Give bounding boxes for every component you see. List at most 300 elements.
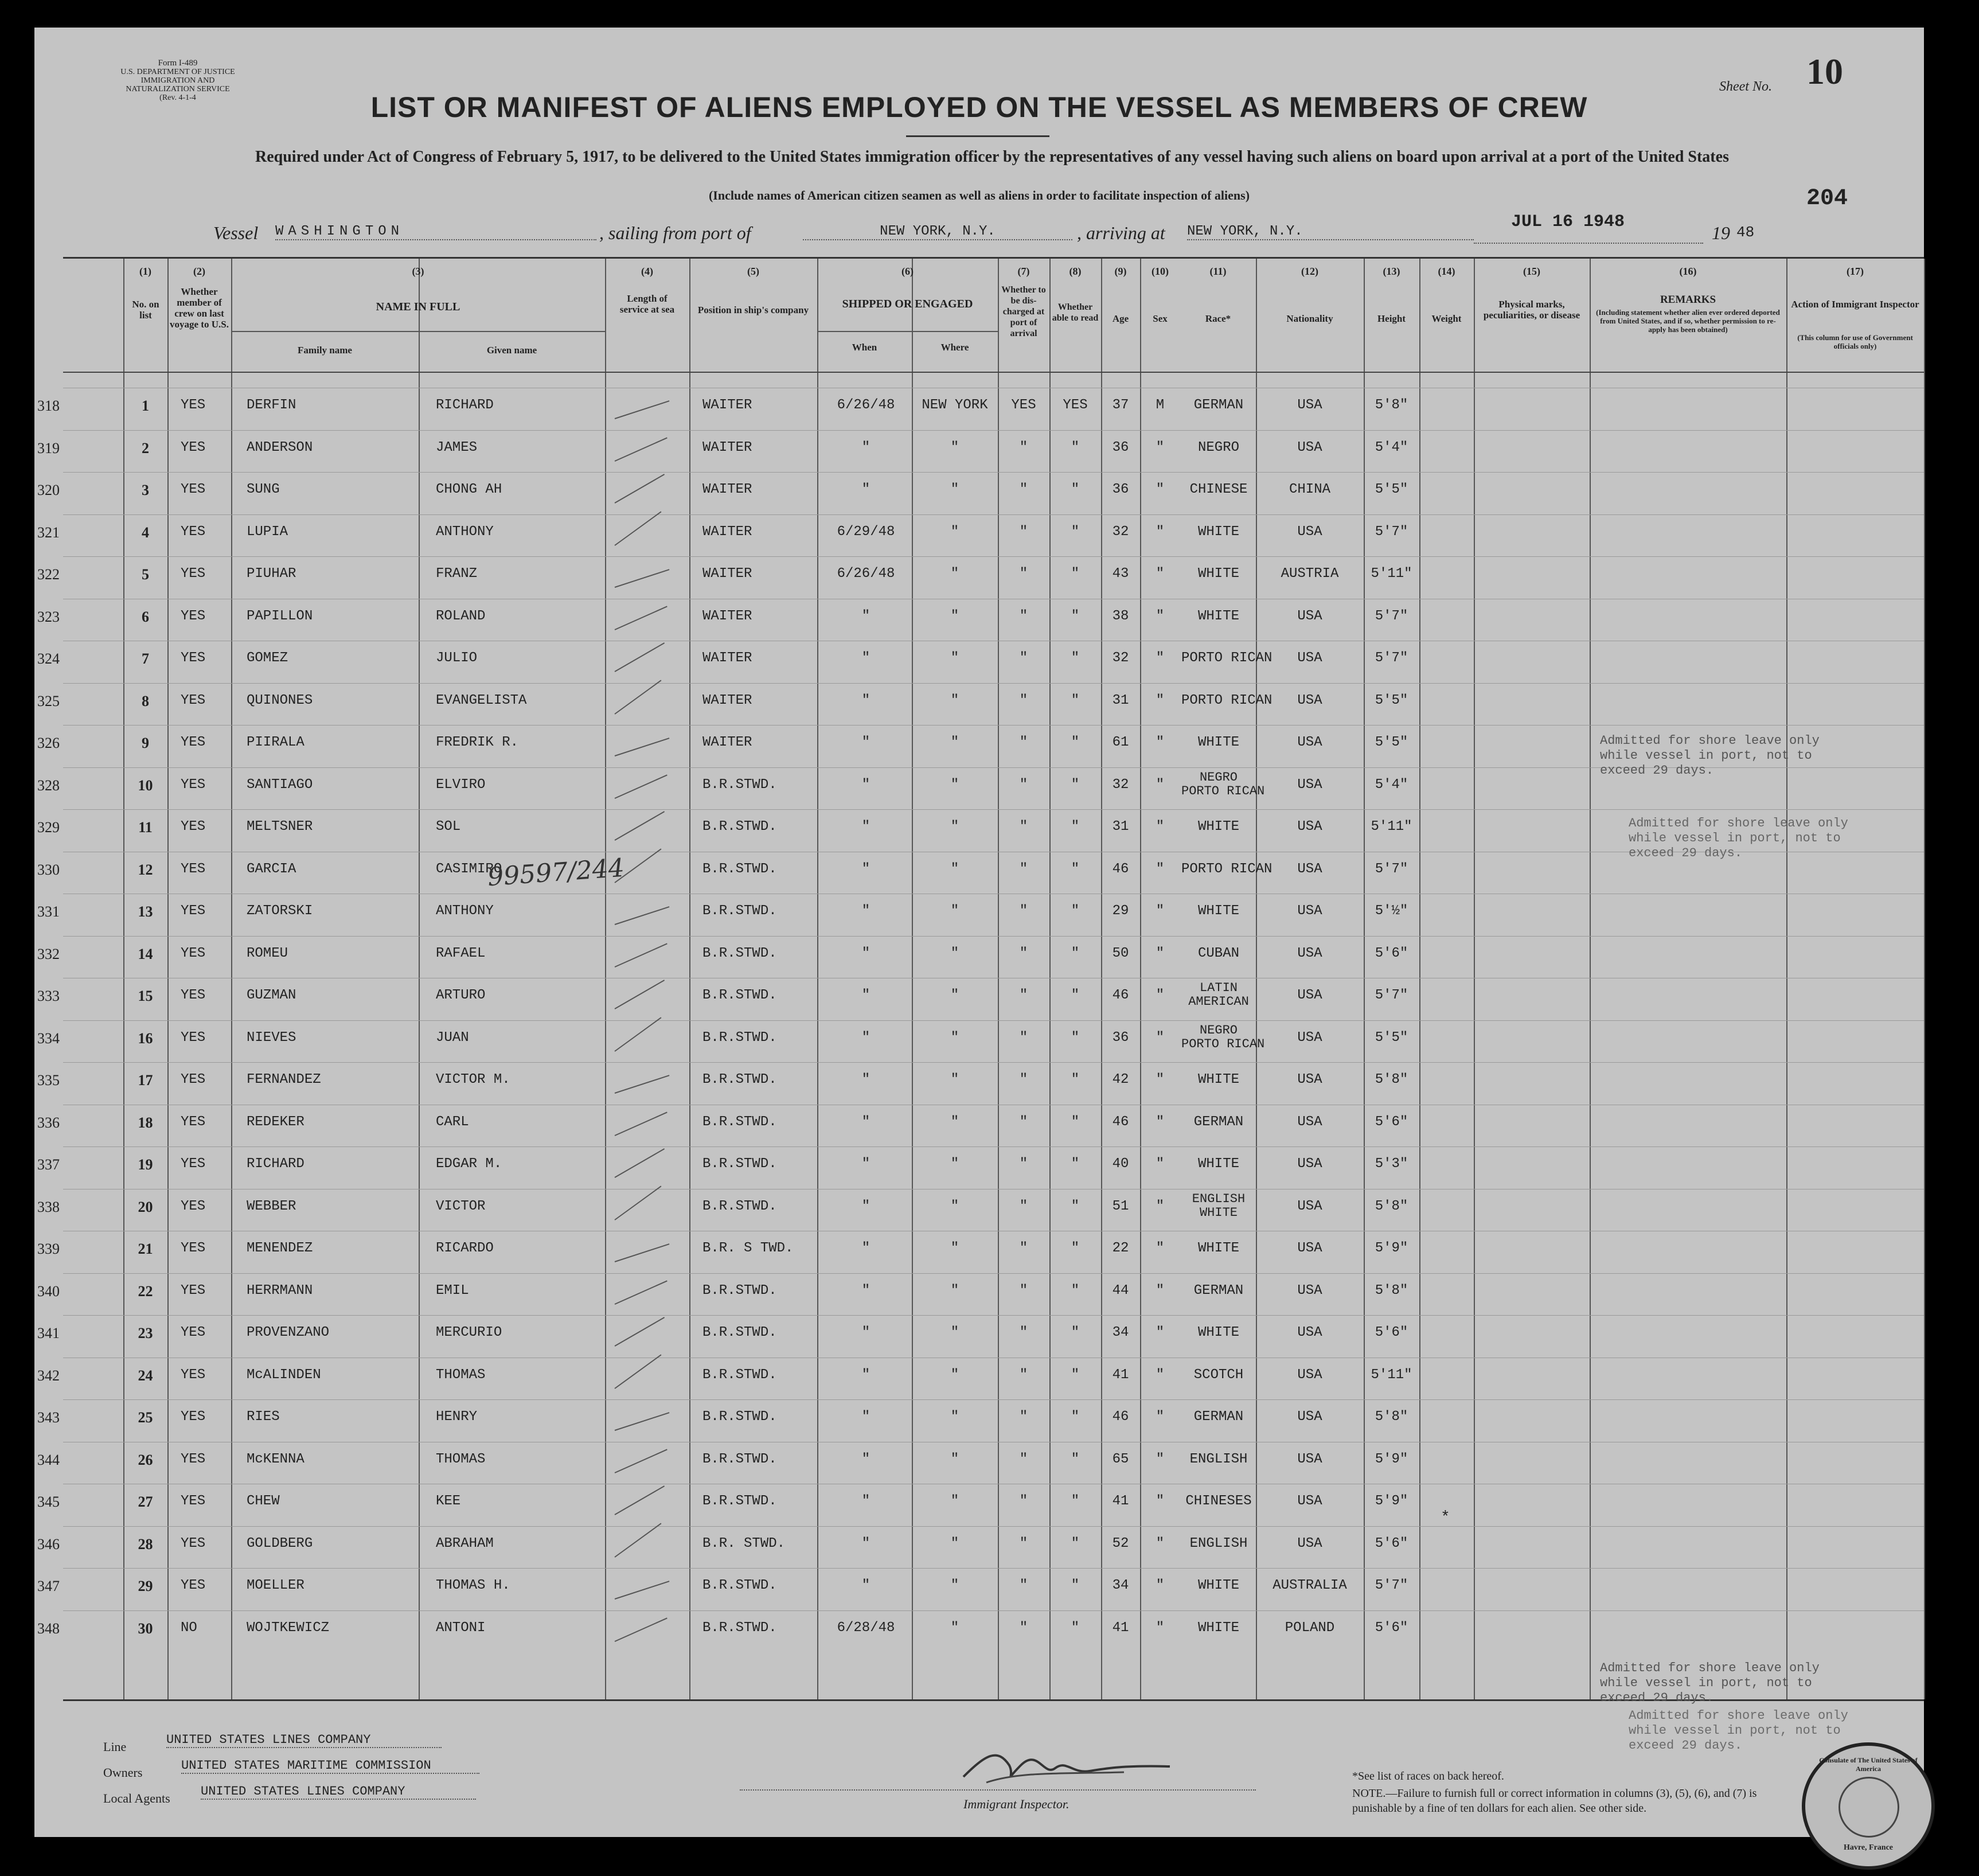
cell-age: 37 xyxy=(1112,397,1129,413)
cell-sex: " xyxy=(1156,1325,1165,1340)
cell-when: " xyxy=(861,1325,871,1340)
races-note: *See list of races on back hereof. xyxy=(1352,1770,1504,1783)
cell-where: " xyxy=(950,1072,959,1087)
cell-prev: YES xyxy=(181,1198,206,1214)
cell-nat: USA xyxy=(1297,819,1322,834)
cell-when: " xyxy=(861,1029,871,1046)
cell-family: McKENNA xyxy=(247,1451,305,1467)
cell-family: SUNG xyxy=(247,482,280,497)
cell-pos: B.R.STWD. xyxy=(702,777,777,793)
cell-family: SANTIAGO xyxy=(247,777,313,793)
cell-race: WHITE xyxy=(1197,903,1239,919)
cell-given: MERCURIO xyxy=(436,1325,502,1340)
cell-prev: YES xyxy=(181,735,206,750)
cell-nat: USA xyxy=(1297,397,1322,413)
table-row xyxy=(37,1358,1924,1400)
cell-family: GOMEZ xyxy=(247,650,288,666)
table-row xyxy=(37,430,1924,473)
col11-header: Race* xyxy=(1205,313,1231,324)
cell-no: 6 xyxy=(142,608,149,625)
cell-family: LUPIA xyxy=(247,524,288,540)
ledger-number: 336 xyxy=(37,1114,60,1131)
cell-age: 36 xyxy=(1112,1029,1129,1046)
cell-ht: 5'6" xyxy=(1375,945,1408,961)
cell-family: PAPILLON xyxy=(247,608,313,624)
cell-given: KEE xyxy=(436,1493,461,1509)
cell-age: 43 xyxy=(1112,566,1129,582)
check-stroke xyxy=(614,511,661,545)
cell-given: SOL xyxy=(436,819,461,834)
cell-read: " xyxy=(1071,1156,1080,1172)
cell-ht: 5'7" xyxy=(1375,650,1408,666)
cell-ht: 5'5" xyxy=(1375,482,1408,497)
cell-where: " xyxy=(950,692,959,708)
cell-disc: " xyxy=(1019,524,1028,540)
col3-subrule xyxy=(231,331,605,332)
cell-no: 13 xyxy=(138,903,153,920)
cell-given: JULIO xyxy=(436,650,478,666)
cell-age: 32 xyxy=(1112,524,1129,540)
ledger-number: 337 xyxy=(37,1156,60,1173)
cell-prev: YES xyxy=(181,777,206,793)
cell-when: " xyxy=(861,1409,871,1425)
year-label: 19 xyxy=(1712,223,1730,243)
cell-age: 34 xyxy=(1112,1325,1129,1340)
cell-family: PROVENZANO xyxy=(247,1325,330,1340)
cell-given: THOMAS xyxy=(436,1367,486,1383)
cell-read: " xyxy=(1071,1451,1080,1467)
cell-prev: YES xyxy=(181,903,206,919)
cell-family: RIES xyxy=(247,1409,280,1425)
cell-read: " xyxy=(1071,566,1080,582)
cell-race: WHITE xyxy=(1197,1156,1239,1172)
ledger-number: 344 xyxy=(37,1451,60,1468)
cell-family: CHEW xyxy=(247,1493,280,1509)
cell-prev: YES xyxy=(181,1156,206,1172)
cell-pos: WAITER xyxy=(702,439,752,455)
cell-sex: " xyxy=(1156,1072,1165,1087)
col14-header: Weight xyxy=(1431,313,1462,324)
cell-ht: 5'5" xyxy=(1375,1029,1408,1046)
seal-bottom-text: Havre, France xyxy=(1843,1843,1894,1852)
cell-race-line2: WHITE xyxy=(1199,1205,1238,1220)
cell-nat: USA xyxy=(1297,692,1322,708)
ledger-number: 347 xyxy=(37,1578,60,1594)
cell-read: " xyxy=(1071,1493,1080,1509)
cell-pos: B.R.STWD. xyxy=(702,819,777,834)
check-stroke xyxy=(615,1617,668,1642)
cell-sex: " xyxy=(1156,650,1165,666)
cell-sex: " xyxy=(1156,1156,1165,1172)
cell-nat: AUSTRALIA xyxy=(1273,1578,1347,1593)
cell-nat: USA xyxy=(1297,735,1322,750)
remark-line: while vessel in port, not to xyxy=(1600,748,1812,763)
cell-ht: 5'4" xyxy=(1375,439,1408,455)
cell-sex: " xyxy=(1156,1029,1165,1046)
ledger-number: 339 xyxy=(37,1241,60,1257)
cell-race: CHINESE xyxy=(1189,482,1248,497)
cell-pos: B.R.STWD. xyxy=(702,1198,777,1214)
cell-family: FERNANDEZ xyxy=(247,1072,321,1087)
cell-no: 4 xyxy=(142,524,149,541)
cell-disc: " xyxy=(1019,1156,1028,1172)
cell-read: " xyxy=(1071,903,1080,919)
remark-line: exceed 29 days. xyxy=(1600,763,1714,778)
col15-header: Physical marks, peculiarities, or disease xyxy=(1483,299,1580,321)
from-label: , sailing from port of xyxy=(599,223,751,243)
cell-race: WHITE xyxy=(1197,524,1239,540)
cell-read: YES xyxy=(1063,397,1088,413)
cell-given: ABRAHAM xyxy=(436,1535,494,1551)
col6-header: SHIPPED OR ENGAGED xyxy=(842,298,973,310)
cell-ht: 5'11" xyxy=(1371,1367,1412,1383)
cell-sex: " xyxy=(1156,1198,1165,1214)
cell-where: " xyxy=(950,988,959,1003)
form-number: Form I-489 xyxy=(158,58,198,68)
cell-no: 11 xyxy=(138,819,153,836)
ledger-number: 319 xyxy=(37,439,60,457)
consulate-seal xyxy=(1802,1742,1935,1870)
table-row xyxy=(37,1568,1924,1610)
cell-race: WHITE xyxy=(1197,608,1239,624)
vessel-label: Vessel xyxy=(213,223,259,243)
cell-no: 5 xyxy=(142,566,149,583)
cell-read: " xyxy=(1071,1409,1080,1425)
table-row xyxy=(37,514,1924,557)
cell-nat: USA xyxy=(1297,777,1322,793)
from-port: NEW YORK, N.Y. xyxy=(803,224,1072,240)
cell-pos: B.R.STWD. xyxy=(702,1325,777,1340)
cell-disc: " xyxy=(1019,566,1028,582)
cell-age: 32 xyxy=(1112,777,1129,793)
check-stroke xyxy=(615,474,665,504)
cell-where: " xyxy=(950,1156,959,1172)
check-stroke xyxy=(615,1075,670,1094)
cell-where: " xyxy=(950,903,959,919)
cell-given: VICTOR M. xyxy=(436,1072,510,1087)
cell-disc: " xyxy=(1019,1409,1028,1425)
cell-when: " xyxy=(861,439,871,455)
cell-nat: AUSTRIA xyxy=(1281,566,1339,582)
cell-no: 20 xyxy=(138,1198,153,1215)
cell-ht: 5'½" xyxy=(1375,903,1408,919)
cell-sex: " xyxy=(1156,566,1165,582)
col6-subrule xyxy=(817,331,998,332)
col7-header: Whether to be dis-charged at port of arrival xyxy=(1001,285,1046,338)
sheet-number: 10 xyxy=(1806,51,1843,92)
cell-no: 21 xyxy=(138,1241,153,1257)
cell-when: 6/26/48 xyxy=(837,566,895,582)
cell-ht: 5'8" xyxy=(1375,1198,1408,1214)
cell-family: REDEKER xyxy=(247,1114,305,1130)
cell-sex: " xyxy=(1156,1409,1165,1425)
cell-read: " xyxy=(1071,1029,1080,1046)
col12-header: Nationality xyxy=(1286,313,1333,324)
cell-prev: YES xyxy=(181,650,206,666)
cell-sex: " xyxy=(1156,482,1165,497)
check-stroke xyxy=(615,1148,665,1178)
cell-disc: " xyxy=(1019,608,1028,624)
owners-value: UNITED STATES MARITIME COMMISSION xyxy=(181,1758,479,1774)
cell-family: HERRMANN xyxy=(247,1282,313,1298)
cell-when: " xyxy=(861,1072,871,1087)
check-stroke xyxy=(615,1449,668,1473)
cell-race: WHITE xyxy=(1197,1620,1239,1636)
col13-number: (13) xyxy=(1383,266,1400,277)
cell-given: THOMAS H. xyxy=(436,1578,510,1593)
table-row xyxy=(37,1399,1924,1442)
col9-number: (9) xyxy=(1114,266,1127,277)
cell-given: ELVIRO xyxy=(436,777,486,793)
remark-stamp-2 xyxy=(1629,816,1848,861)
cell-ht: 5'7" xyxy=(1375,608,1408,624)
cell-nat: USA xyxy=(1297,1282,1322,1298)
table-row xyxy=(37,599,1924,641)
cell-where: " xyxy=(950,1409,959,1425)
cell-prev: YES xyxy=(181,1451,206,1467)
inspector-rule xyxy=(740,1789,1256,1791)
col4-header: Length of service at sea xyxy=(619,293,675,315)
col8-header: Whether able to read xyxy=(1052,302,1099,323)
cell-given: VICTOR xyxy=(436,1198,486,1214)
cell-disc: " xyxy=(1019,988,1028,1003)
cell-family: WEBBER xyxy=(247,1198,296,1214)
cell-race: WHITE xyxy=(1197,1072,1239,1087)
col12-number: (12) xyxy=(1301,266,1318,277)
cell-given: HENRY xyxy=(436,1409,478,1425)
cell-age: 36 xyxy=(1112,439,1129,455)
cell-when: " xyxy=(861,1578,871,1593)
cell-when: " xyxy=(861,777,871,793)
cell-disc: " xyxy=(1019,1535,1028,1551)
cell-where: " xyxy=(950,861,959,877)
cell-no: 16 xyxy=(138,1029,153,1047)
cell-disc: " xyxy=(1019,777,1028,793)
cell-nat: USA xyxy=(1297,1072,1322,1087)
col17-number: (17) xyxy=(1847,266,1864,277)
cell-pos: B.R.STWD. xyxy=(702,1409,777,1425)
cell-race: WHITE xyxy=(1197,1241,1239,1256)
cell-family: PIUHAR xyxy=(247,566,296,582)
cell-when: " xyxy=(861,1156,871,1172)
cell-where: " xyxy=(950,482,959,497)
cell-ht: 5'7" xyxy=(1375,524,1408,540)
ledger-number: 343 xyxy=(37,1409,60,1426)
cell-when: " xyxy=(861,903,871,919)
cell-age: 46 xyxy=(1112,1409,1129,1425)
cell-prev: YES xyxy=(181,1535,206,1551)
check-stroke xyxy=(615,1581,670,1600)
cell-given: ANTHONY xyxy=(436,524,494,540)
cell-disc: YES xyxy=(1011,397,1036,413)
cell-when: " xyxy=(861,1282,871,1298)
cell-disc: " xyxy=(1019,861,1028,877)
cell-nat: USA xyxy=(1297,1156,1322,1172)
arriving-label: , arriving at xyxy=(1077,223,1165,243)
cell-race: PORTO RICAN xyxy=(1181,692,1273,708)
cell-pos: WAITER xyxy=(702,482,752,497)
cell-prev: NO xyxy=(181,1620,197,1636)
ledger-number: 321 xyxy=(37,524,60,541)
cell-ht: 5'8" xyxy=(1375,1409,1408,1425)
cell-where: " xyxy=(950,1198,959,1214)
check-stroke xyxy=(614,1354,661,1389)
cell-no: 27 xyxy=(138,1493,153,1510)
cell-no: 8 xyxy=(142,692,149,709)
cell-no: 28 xyxy=(138,1535,153,1553)
cell-read: " xyxy=(1071,819,1080,834)
check-stroke xyxy=(614,1017,661,1051)
cell-read: " xyxy=(1071,524,1080,540)
cell-disc: " xyxy=(1019,1367,1028,1383)
cell-age: 42 xyxy=(1112,1072,1129,1087)
cell-read: " xyxy=(1071,861,1080,877)
form-revision: (Rev. 4-1-4 xyxy=(159,93,196,102)
cell-given: RAFAEL xyxy=(436,945,486,961)
page-title: LIST OR MANIFEST OF ALIENS EMPLOYED ON THE VESSEL AS MEMBERS OF CREW xyxy=(370,91,1588,123)
cell-age: 38 xyxy=(1112,608,1129,624)
weight-asterisk: * xyxy=(1441,1509,1450,1527)
table-row xyxy=(37,683,1924,726)
cell-race: CHINESES xyxy=(1185,1493,1252,1509)
cell-where: NEW YORK xyxy=(922,397,988,413)
check-stroke xyxy=(615,738,670,756)
cell-pos: B.R.STWD. xyxy=(702,1578,777,1593)
cell-when: " xyxy=(861,1367,871,1383)
check-stroke xyxy=(615,1243,670,1262)
cell-read: " xyxy=(1071,1241,1080,1256)
cell-nat: USA xyxy=(1297,1325,1322,1340)
cell-given: ROLAND xyxy=(436,608,486,624)
remark-line: Admitted for shore leave only xyxy=(1629,816,1848,830)
cell-prev: YES xyxy=(181,482,206,497)
cell-disc: " xyxy=(1019,1620,1028,1636)
remark-stamp-3 xyxy=(1600,1661,1820,1706)
cell-age: 32 xyxy=(1112,650,1129,666)
cell-pos: B.R.STWD. xyxy=(702,988,777,1003)
check-stroke xyxy=(615,569,670,588)
cell-prev: YES xyxy=(181,988,206,1003)
col2-number: (2) xyxy=(193,266,205,277)
remark-line: exceed 29 days. xyxy=(1629,1738,1743,1753)
cell-prev: YES xyxy=(181,692,206,708)
check-stroke xyxy=(615,606,668,630)
cell-pos: B.R.STWD. xyxy=(702,1114,777,1130)
cell-where: " xyxy=(950,1114,959,1130)
cell-race: NEGRO xyxy=(1197,439,1239,455)
cell-read: " xyxy=(1071,1578,1080,1593)
cell-age: 50 xyxy=(1112,945,1129,961)
eagle-emblem-icon xyxy=(1839,1777,1899,1838)
cell-read: " xyxy=(1071,1282,1080,1298)
cell-pos: B.R. S TWD. xyxy=(702,1241,794,1256)
check-stroke xyxy=(615,642,665,672)
cell-given: EMIL xyxy=(436,1282,469,1298)
cell-ht: 5'5" xyxy=(1375,692,1408,708)
cell-ht: 5'7" xyxy=(1375,861,1408,877)
cell-pos: B.R.STWD. xyxy=(702,1451,777,1467)
remark-line: Admitted for shore leave only xyxy=(1629,1709,1848,1723)
cell-no: 23 xyxy=(138,1325,153,1341)
cell-prev: YES xyxy=(181,439,206,455)
cell-family: ROMEU xyxy=(247,945,288,961)
cell-read: " xyxy=(1071,735,1080,750)
year-value: 48 xyxy=(1736,224,1755,241)
ledger-number: 342 xyxy=(37,1367,60,1384)
cell-read: " xyxy=(1071,1367,1080,1383)
cell-prev: YES xyxy=(181,819,206,834)
check-stroke xyxy=(615,1280,668,1305)
ledger-number: 341 xyxy=(37,1325,60,1341)
cell-ht: 5'6" xyxy=(1375,1114,1408,1130)
cell-disc: " xyxy=(1019,1114,1028,1130)
cell-when: " xyxy=(861,650,871,666)
cell-disc: " xyxy=(1019,735,1028,750)
cell-prev: YES xyxy=(181,1409,206,1425)
col-divider xyxy=(1924,259,1925,1699)
col15-number: (15) xyxy=(1523,266,1540,277)
cell-age: 31 xyxy=(1112,819,1129,834)
cell-when: " xyxy=(861,482,871,497)
cell-race: LATIN xyxy=(1199,981,1238,995)
cell-ht: 5'9" xyxy=(1375,1493,1408,1509)
cell-given: EDGAR M. xyxy=(436,1156,502,1172)
ledger-number: 322 xyxy=(37,566,60,583)
cell-sex: " xyxy=(1156,1241,1165,1256)
remark-line: exceed 29 days. xyxy=(1629,846,1743,860)
cell-given: JUAN xyxy=(436,1029,469,1046)
cell-disc: " xyxy=(1019,1493,1028,1509)
cell-pos: B.R.STWD. xyxy=(702,1620,777,1636)
col3-header: NAME IN FULL xyxy=(376,301,460,313)
cell-when: " xyxy=(861,861,871,877)
cell-age: 46 xyxy=(1112,861,1129,877)
check-stroke xyxy=(615,1485,665,1515)
handwritten-file-number: 99597/244 xyxy=(486,853,626,892)
col3a-header: Family name xyxy=(298,345,352,356)
ledger-number: 345 xyxy=(37,1493,60,1510)
cell-no: 30 xyxy=(138,1620,153,1637)
cell-read: " xyxy=(1071,988,1080,1003)
col11-number: (11) xyxy=(1209,266,1227,277)
remark-line: while vessel in port, not to xyxy=(1629,1723,1841,1738)
line-label: Line xyxy=(103,1740,127,1754)
agents-value: UNITED STATES LINES COMPANY xyxy=(201,1784,476,1800)
cell-no: 26 xyxy=(138,1451,153,1468)
cell-nat: USA xyxy=(1297,1493,1322,1509)
penalty-note: NOTE.—Failure to furnish full or correct information in columns (3), (5), (6), and (7) is punishable by a fine of ten dollars for each alien. See other side. xyxy=(1352,1787,1757,1815)
cell-sex: " xyxy=(1156,1620,1165,1636)
ledger-number: 320 xyxy=(37,482,60,498)
cell-pos: B.R.STWD. xyxy=(702,1282,777,1298)
remark-line: while vessel in port, not to xyxy=(1600,1676,1812,1690)
cell-race: WHITE xyxy=(1197,1578,1239,1593)
cell-age: 46 xyxy=(1112,1114,1129,1130)
check-stroke xyxy=(615,811,665,841)
cell-nat: USA xyxy=(1297,439,1322,455)
cell-disc: " xyxy=(1019,945,1028,961)
cell-nat: CHINA xyxy=(1289,482,1330,497)
remark-line: while vessel in port, not to xyxy=(1629,831,1841,845)
service-name: IMMIGRATION AND NATURALIZATION SERVICE xyxy=(126,76,230,93)
cell-sex: " xyxy=(1156,819,1165,834)
cell-prev: YES xyxy=(181,608,206,624)
seal-top-text: Consulate of The United States of America xyxy=(1819,1756,1918,1773)
cell-race-line2: PORTO RICAN xyxy=(1181,1036,1265,1051)
cell-ht: 5'9" xyxy=(1375,1451,1408,1467)
col5-header: Position in ship's company xyxy=(697,305,809,315)
cell-ht: 5'11" xyxy=(1371,819,1412,834)
